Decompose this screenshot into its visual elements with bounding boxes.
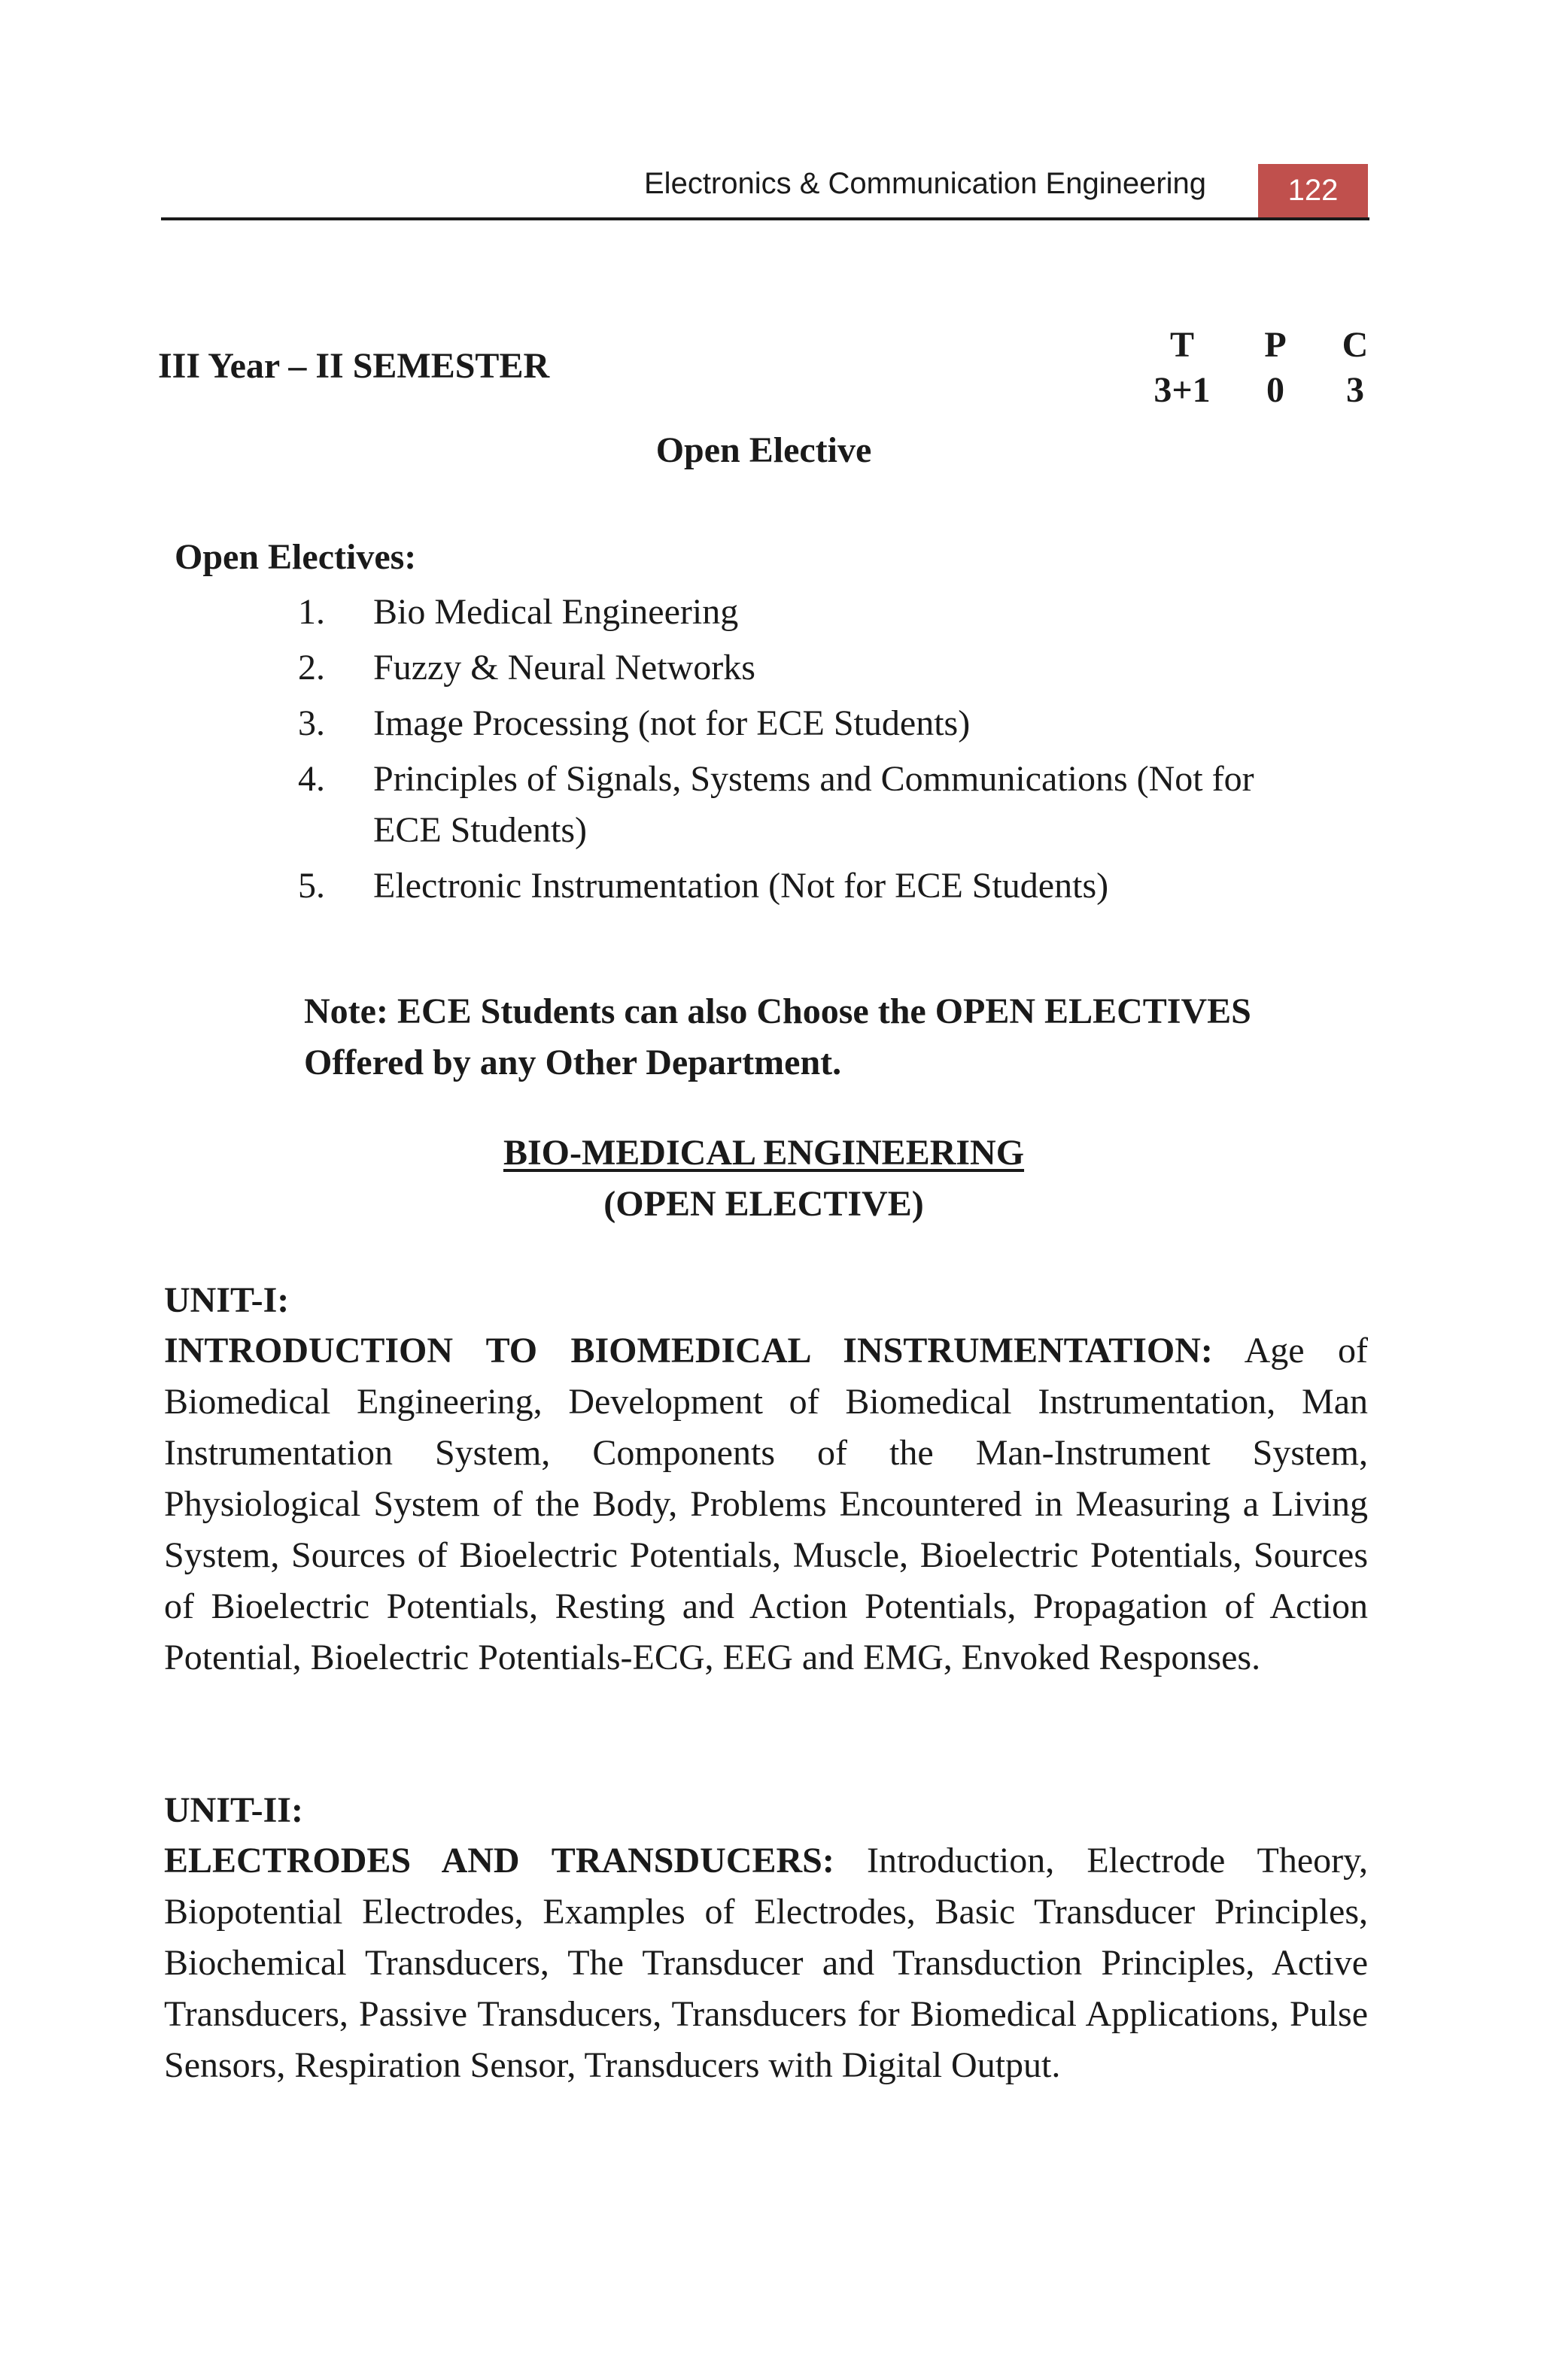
unit-2-paragraph [164,1835,1368,2091]
unit-1-label: UNIT-I: [164,1280,290,1320]
credit-value-c: 3 [1346,370,1364,410]
list-item-number: 3. [298,703,325,743]
open-electives-list [298,587,1351,916]
list-item-number: 2. [298,648,325,688]
credit-header-c: C [1342,325,1369,365]
list-item-text: Electronic Instrumentation (Not for ECE Students) [373,866,1109,906]
list-item [298,642,1351,694]
list-item-number: 5. [298,866,325,906]
open-electives-heading: Open Electives: [175,537,417,577]
credit-header-p: P [1264,325,1287,365]
list-item-number: 1. [298,592,325,632]
note-text: Note: ECE Students can also Choose the OPEN ELECTIVES Offered by any Other Department. [304,991,1251,1082]
list-item [298,587,1351,638]
page-number-badge: 122 [1258,164,1368,217]
unit-2-topic: ELECTRODES AND TRANSDUCERS: [164,1841,834,1881]
list-item-number: 4. [298,759,325,799]
unit-1-paragraph [164,1325,1368,1683]
running-header-title: Electronics & Communication Engineering [644,167,1207,200]
list-item [298,698,1351,749]
course-subtitle: (OPEN ELECTIVE) [603,1184,924,1224]
credit-value-p: 0 [1266,370,1284,410]
unit-2-label: UNIT-II: [164,1790,303,1830]
course-title: BIO-MEDICAL ENGINEERING [503,1133,1025,1173]
list-item-text: Fuzzy & Neural Networks [373,648,755,688]
header-rule [161,217,1369,220]
list-item-text: Principles of Signals, Systems and Communications (Not for ECE Students) [373,759,1254,850]
unit-1-body: Age of Biomedical Engineering, Development of Biomedical Instrumentation, Man Instrumentation System, Components of the Man-Instrument System, Physiological System of the Body, Problems Encountered in Measuring a Living System, Sources of Bioelectric Potentials, Muscle, Bioelectric Potentials, Sources of Bioelectric Potentials, Resting and Action Potentials, Propagation of Action Potential, Bioelectric Potentials-ECG, EEG and EMG, Envoked Responses. [164,1331,1368,1677]
unit-2-body: Introduction, Electrode Theory, Biopotential Electrodes, Examples of Electrodes, Basic Transducer Principles, Biochemical Transducers, The Transducer and Transduction Principles, Active Transducers, Passive Transducers, Transducers for Biomedical Applications, Pulse Sensors, Respiration Sensor, Transducers with Digital Output. [164,1841,1368,2085]
open-elective-title: Open Elective [655,430,872,470]
list-item [298,754,1299,856]
credit-header-t: T [1169,325,1194,365]
credit-value-t: 3+1 [1153,370,1211,410]
list-item-text: Bio Medical Engineering [373,592,739,632]
list-item-text: Image Processing (not for ECE Students) [373,703,971,743]
semester-label: III Year – II SEMESTER [158,346,550,386]
unit-1-topic: INTRODUCTION TO BIOMEDICAL INSTRUMENTATION: [164,1331,1213,1371]
list-item [298,861,1351,912]
